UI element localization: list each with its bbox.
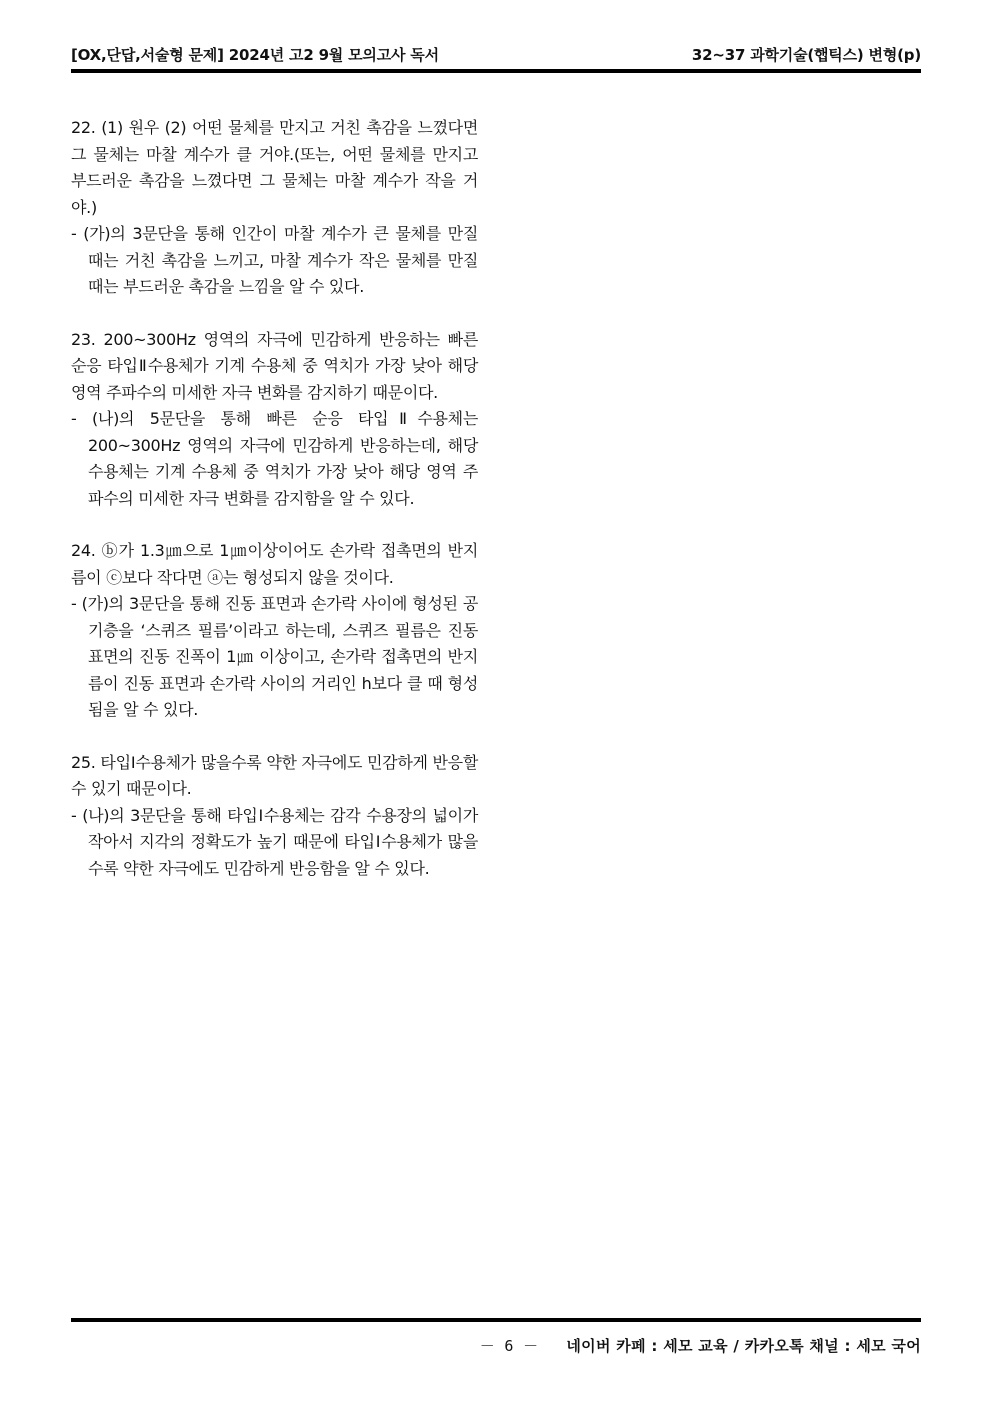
header-subtitle: 32~37 과학기술(햅틱스) 변형(p): [691, 46, 921, 64]
footer: [480, 1335, 921, 1356]
question-22: [71, 115, 478, 301]
footer-rule: [71, 1318, 921, 1322]
header-rule: [71, 69, 921, 73]
answer-text: 22. (1) 원우 (2) 어떤 물체를 만지고 거친 촉감을 느꼈다면 그 물체는 마찰 계수가 클 거야.(또는, 어떤 물체를 만지고 부드러운 촉감을 느꼈다면 그 물체는 마찰 계수가 작을 거야.): [71, 118, 478, 217]
explanation-text: - (가)의 3문단을 통해 인간이 마찰 계수가 큰 물체를 만질 때는 거친 촉감을 느끼고, 마찰 계수가 작은 물체를 만질 때는 부드러운 촉감을 느낌을 알 수 있다.: [71, 224, 478, 296]
explanation-text: - (나)의 5문단을 통해 빠른 순응 타입Ⅱ수용체는 200~300Hz 영역의 자극에 민감하게 반응하는데, 해당 수용체는 기계 수용체 중 역치가 가장 낮아 해당 영역 주파수의 미세한 자극 변화를 감지함을 알 수 있다.: [71, 409, 478, 508]
answer-text: 25. 타입Ⅰ수용체가 많을수록 약한 자극에도 민감하게 반응할 수 있기 때문이다.: [71, 752, 478, 798]
answer-text: 23. 200~300Hz 영역의 자극에 민감하게 반응하는 빠른 순응 타입Ⅱ수용체가 기계 수용체 중 역치가 가장 낮아 해당 영역 주파수의 미세한 자극 변화를 감지하기 때문이다.: [71, 329, 478, 402]
question-23: [71, 327, 478, 513]
header-title: [OX,단답,서술형 문제] 2024년 고2 9월 모의고사 독서: [71, 46, 439, 64]
page-number: － 6 －: [479, 1337, 539, 1355]
answer-text: 24. ⓑ가 1.3㎛으로 1㎛이상이어도 손가락 접촉면의 반지름이 ⓒ보다 작다면 ⓐ는 형성되지 않을 것이다.: [71, 541, 478, 587]
explanation-text: - (나)의 3문단을 통해 타입Ⅰ수용체는 감각 수용장의 넓이가 작아서 지각의 정확도가 높기 때문에 타입Ⅰ수용체가 많을수록 약한 자극에도 민감하게 반응함을 알 수 있다.: [71, 805, 478, 878]
answer-list: [71, 115, 478, 908]
question-24: [71, 538, 478, 724]
question-25: [71, 750, 478, 883]
explanation-text: - (가)의 3문단을 통해 진동 표면과 손가락 사이에 형성된 공기층을 ‘스퀴즈 필름’이라고 하는데, 스퀴즈 필름은 진동 표면의 진동 진폭이 1㎛ 이상이고, 손가락 접촉면의 반지름이 진동 표면과 손가락 사이의 거리인 h보다 클 때 형성됨을 알 수 있다.: [71, 594, 478, 719]
footer-text: 네이버 카페 : 세모 교육 / 카카오톡 채널 : 세모 국어: [566, 1337, 921, 1355]
